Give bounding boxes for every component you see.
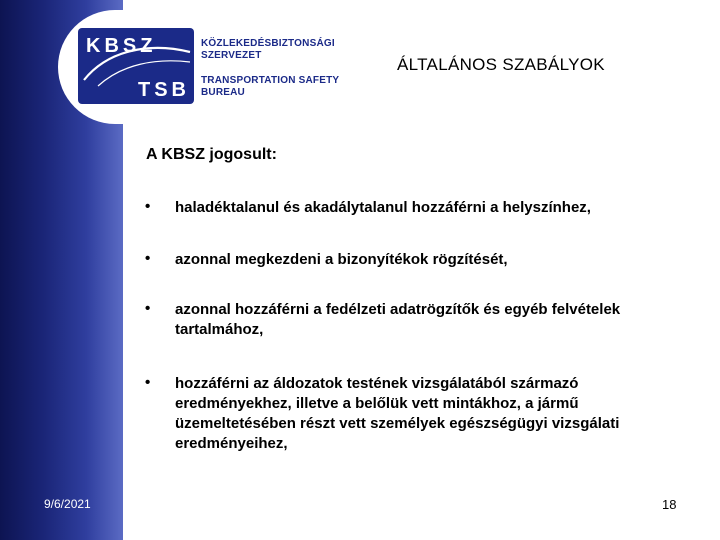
list-item xyxy=(145,374,645,454)
bullet-text: haladéktalanul és akadálytalanul hozzáférni a helyszínhez, xyxy=(175,199,591,216)
bullet-dot-icon: • xyxy=(145,300,151,317)
org-name-hu-line1: KÖZLEKEDÉSBIZTONSÁGI xyxy=(201,38,335,49)
bullet-text: azonnal hozzáférni a fedélzeti adatrögzítők és egyéb felvételek tartalmához, xyxy=(175,301,621,338)
bullet-dot-icon: • xyxy=(145,374,151,391)
bullet-text: hozzáférni az áldozatok testének vizsgálatából származó eredményekhez, illetve a belőlük vett mintákhoz, a jármű üzemeltetésében részt vett személyek egészségügyi vizsgálati eredményeihez, xyxy=(175,375,620,452)
page-number: 18 xyxy=(662,497,677,512)
bullet-dot-icon: • xyxy=(145,198,151,215)
org-name-en-line2: BUREAU xyxy=(201,87,245,98)
footer-date: 9/6/2021 xyxy=(44,497,91,511)
logo-text-kbsz: KBSZ xyxy=(86,35,157,57)
list-item xyxy=(145,250,508,270)
list-item xyxy=(145,198,591,218)
list-item xyxy=(145,300,645,340)
slide-title: ÁLTALÁNOS SZABÁLYOK xyxy=(397,55,605,74)
logo-text-tsb: TSB xyxy=(138,79,190,101)
kbsz-logo-badge xyxy=(78,28,194,104)
bullet-text: azonnal megkezdeni a bizonyítékok rögzítését, xyxy=(175,251,508,268)
intro-text: A KBSZ jogosult: xyxy=(146,146,277,163)
bullet-dot-icon: • xyxy=(145,250,151,267)
org-name-hu-line2: SZERVEZET xyxy=(201,50,262,61)
logo-swoosh-icon xyxy=(78,28,194,104)
org-name-en-line1: TRANSPORTATION SAFETY xyxy=(201,75,340,86)
